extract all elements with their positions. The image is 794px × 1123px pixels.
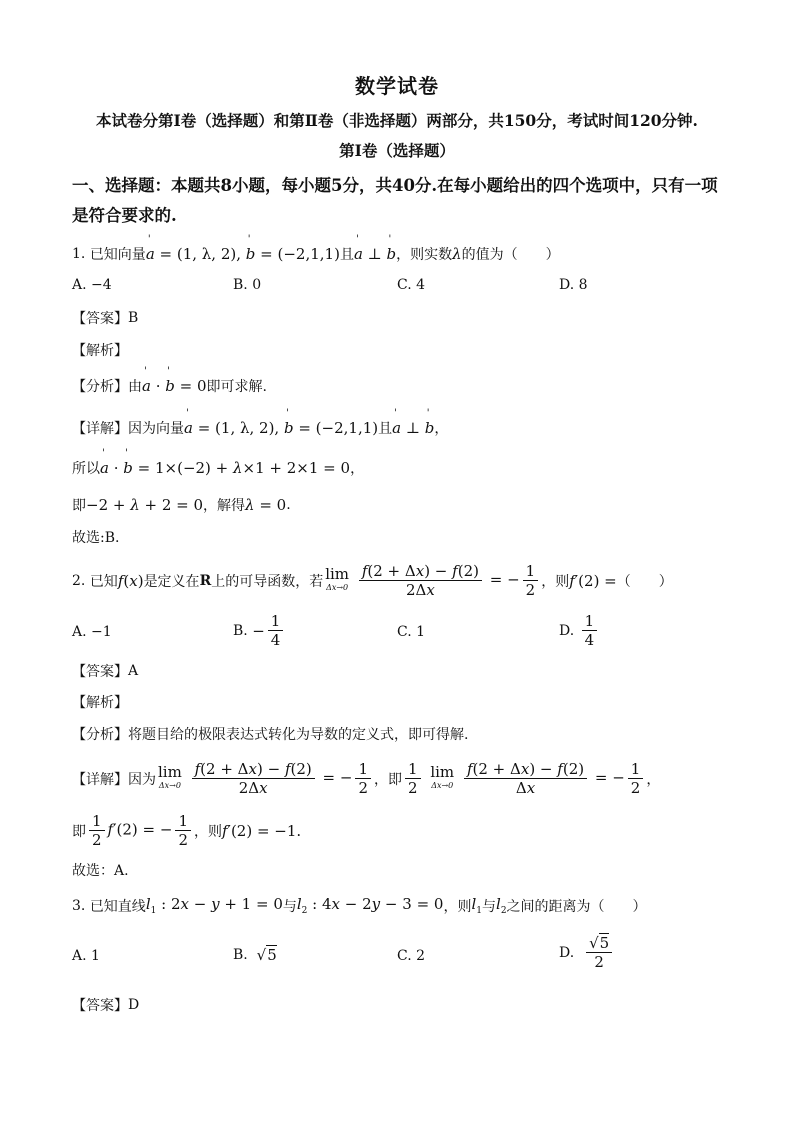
q1-analysis (72, 376, 267, 396)
analysis-tag: 【分析】 (72, 379, 128, 395)
q2-half-derivative-formula: $\frac{1}{2}$ f′(2) = − $\frac{1}{2}$ (86, 812, 194, 849)
q2-detail-line1 (72, 760, 660, 797)
q1-detail-vectors-formula: ' a = (1, λ, 2), ' b = (−2,1,1) (184, 419, 378, 437)
q3-stem-text-a: 已知直线 (89, 898, 146, 915)
q1-choose: 故选:B. (72, 530, 120, 546)
q1-detail-line1 (72, 418, 448, 438)
q3-line2-formula: $l_2$ : 4x − 2y − 3 = 0 (296, 895, 444, 916)
solution-tag: 【解析】 (72, 343, 128, 359)
q3-option-a: A. 1 (72, 948, 100, 964)
q1-line3-text-c: . (286, 497, 291, 513)
detail-tag: 【详解】 (72, 771, 128, 788)
q1-solution-heading (72, 340, 128, 360)
q3-option-d: D. $\frac{√5}{2}$ (559, 934, 615, 971)
q2-stem-text-d: ，则 (541, 573, 570, 590)
q1-analysis-text-a: 由 (128, 379, 142, 395)
q2-detail-text-c: ， (646, 771, 661, 788)
q2-limit-formula: lim Δx→0 $\frac{f(2 + \Delta x) - f(2)}{2\Delta x}$ = − $\frac{1}{2}$ (323, 562, 541, 599)
q1-stem-text-a: 已知向量 (89, 247, 146, 263)
q2-number: 2. (72, 572, 86, 589)
q1-number: 1. (72, 246, 86, 262)
q3-l1: $l_1$ (471, 895, 482, 916)
part-title: 第Ⅰ卷（选择题） (339, 141, 455, 160)
solution-tag: 【解析】 (72, 695, 128, 711)
section-heading-line2: 是符合要求的. (72, 206, 177, 225)
q2-stem (72, 562, 673, 599)
q3-number: 3. (72, 897, 86, 914)
q2-option-a: A. −1 (72, 624, 112, 640)
q1-option-a: A. −4 (72, 277, 112, 293)
q1-line3-text-a: 即 (72, 498, 86, 514)
q2-detail-text-b: ，即 (374, 771, 402, 788)
q1-line3-text-b: ，解得 (203, 498, 246, 514)
q3-stem-text-c: ，则 (443, 898, 472, 915)
q1-answer-value: B (128, 310, 139, 326)
q2-answer (72, 661, 138, 681)
q3-option-c: C. 2 (397, 948, 426, 964)
q2-fx-formula: f(x) (117, 571, 144, 590)
exam-intro: 本试卷分第Ⅰ卷（选择题）和第Ⅱ卷（非选择题）两部分，共150分，考试时间120分钟. (96, 111, 698, 130)
q2-option-c: C. 1 (397, 624, 426, 640)
q2-option-d-label: D. (559, 622, 575, 639)
q3-option-b: B. √5 (233, 946, 277, 964)
q2-line2-text-a: 即 (72, 823, 86, 840)
q1-option-d: D. 8 (559, 277, 588, 293)
q1-detail-line3 (72, 495, 291, 515)
q2-solution-heading (72, 692, 128, 712)
q1-analysis-text-b: 即可求解. (206, 379, 267, 395)
q2-answer-value: A (128, 663, 139, 679)
q2-detail-text-a: 因为 (128, 771, 156, 788)
detail-tag: 【详解】 (72, 421, 128, 437)
q2-result-formula: f′(2) = −1. (221, 821, 302, 840)
q1-option-c: C. 4 (397, 277, 426, 293)
q1-equation-formula: −2 + λ + 2 = 0 (86, 496, 204, 514)
q1-lambda: λ (452, 245, 462, 263)
answer-tag: 【答案】 (72, 664, 128, 680)
q2-stem-text-a: 已知 (89, 573, 118, 590)
q2-detail-limit2-formula: $\frac{1}{2}$ lim Δx→0 $\frac{f(2 + \Delta x) - f(2)}{\Delta x}$ = − $\frac{1}{2}$ (402, 760, 646, 797)
answer-tag: 【答案】 (72, 311, 128, 327)
q1-stem (72, 244, 560, 264)
q3-stem-text-e: 之间的距离为（ ） (506, 898, 647, 915)
analysis-tag: 【分析】 (72, 727, 128, 743)
q1-line2-text-b: ， (350, 461, 365, 477)
q2-derivative-formula: f′(2) = (569, 571, 617, 590)
q1-vector-a-formula: ' a = (1, λ, 2), ' b = (−2,1,1) (146, 245, 340, 263)
q1-dot-expansion-formula: ' a · ' b = 1×(−2) + λ×1 + 2×1 = 0 (100, 459, 350, 477)
q2-detail-limit-formula: lim Δx→0 $\frac{f(2 + \Delta x) - f(2)}{2\Delta x}$ = − $\frac{1}{2}$ (156, 760, 374, 797)
q2-choose: 故选：A. (72, 863, 129, 879)
q3-option-b-label: B. (233, 947, 248, 963)
q3-option-d-label: D. (559, 944, 575, 961)
q1-detail-text-c: ， (434, 421, 449, 437)
q1-detail-text-a: 因为向量 (128, 421, 184, 437)
q2-option-d: D. $\frac{1}{4}$ (559, 612, 600, 649)
q1-stem-text-d: 的值为（ ） (461, 247, 560, 263)
q3-answer-value: D (128, 997, 140, 1013)
q1-answer (72, 308, 138, 328)
q2-stem-text-e: （ ） (616, 573, 673, 590)
q2-stem-text-c: 上的可导函数，若 (211, 573, 324, 590)
q3-stem (72, 895, 647, 916)
page-title: 数学试卷 (355, 74, 439, 98)
q3-stem-text-d: 与 (482, 898, 496, 915)
q2-real-set: R (199, 572, 212, 589)
q1-detail-perp-formula: ' a ⊥ ' b (392, 419, 434, 437)
q1-dot-product-formula: ' a · ' b = 0 (142, 377, 207, 395)
q3-answer (72, 995, 139, 1015)
q2-line2-text-b: ，则 (193, 823, 222, 840)
q1-stem-text-b: 且 (339, 247, 354, 263)
q2-detail-line2 (72, 812, 301, 849)
q3-l2: $l_2$ (496, 895, 507, 916)
q1-detail-line2 (72, 458, 364, 478)
q1-detail-text-b: 且 (378, 421, 393, 437)
q1-line2-text-a: 所以 (72, 461, 100, 477)
q2-option-b: B. − $\frac{1}{4}$ (233, 612, 286, 649)
q1-perp-formula: ' a ⊥ ' b (354, 245, 396, 263)
q1-result-formula: λ = 0 (245, 496, 287, 514)
answer-tag: 【答案】 (72, 998, 128, 1014)
q3-line1-formula: $l_1$ : 2x − y + 1 = 0 (145, 895, 283, 916)
q2-option-b-label: B. (233, 622, 248, 639)
q1-stem-text-c: ，则实数 (396, 247, 453, 263)
q2-stem-text-b: 是定义在 (143, 573, 200, 590)
q2-analysis (72, 724, 468, 744)
section-heading-line1: 一、选择题：本题共8小题，每小题5分，共40分.在每小题给出的四个选项中，只有一项 (72, 176, 718, 195)
q3-stem-text-b: 与 (282, 898, 297, 915)
q2-analysis-text: 将题目给的极限表达式转化为导数的定义式，即可得解. (128, 727, 469, 743)
q1-option-b: B. 0 (233, 277, 262, 293)
